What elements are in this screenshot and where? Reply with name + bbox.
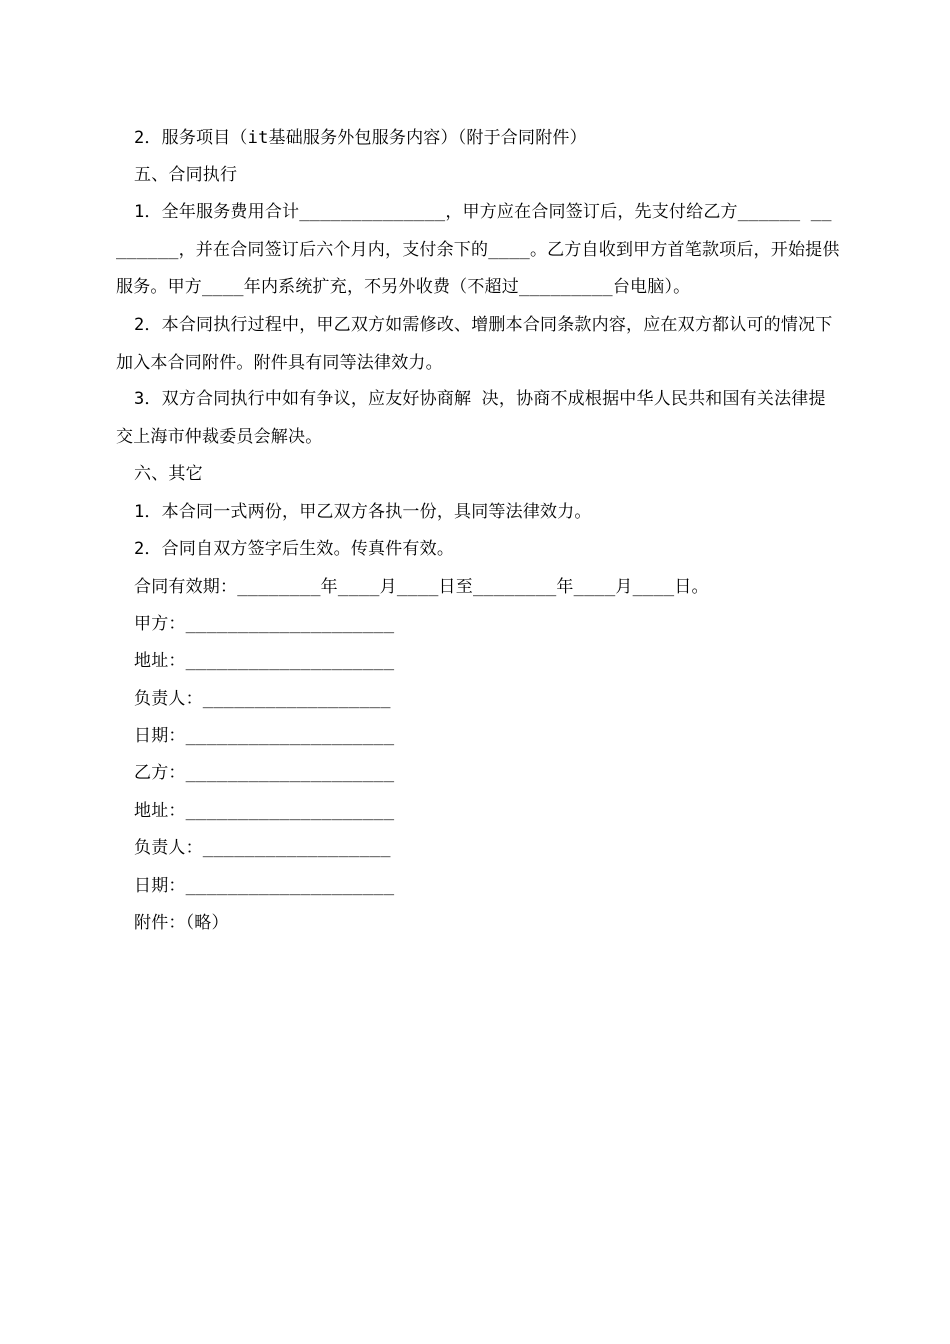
party-a-date-field: 日期：____________________	[134, 726, 395, 746]
service-items-clause: 2．服务项目（it基础服务外包服务内容）（附于合同附件）	[134, 128, 587, 148]
party-b-address-field: 地址：____________________	[134, 801, 395, 821]
party-b-person-field: 负责人：__________________	[134, 838, 391, 858]
amendment-clause: 2．本合同执行过程中，甲乙双方如需修改、增删本合同条款内容，应在双方都认可的情况下加入本合同附件。附件具有同等法律效力。	[116, 315, 833, 373]
validity-period: 合同有效期：________年____月____日至________年____月____日。	[134, 577, 709, 597]
party-b-date-field: 日期：____________________	[134, 876, 395, 896]
effective-clause: 2．合同自双方签字后生效。传真件有效。	[134, 539, 455, 559]
party-a-address-field: 地址：____________________	[134, 651, 395, 671]
party-b-field: 乙方：____________________	[134, 763, 395, 783]
section-5-heading: 五、合同执行	[134, 165, 238, 185]
section-6-heading: 六、其它	[134, 464, 203, 484]
dispute-clause: 3．双方合同执行中如有争议，应友好协商解 决，协商不成根据中华人民共和国有关法律提交上海市仲裁委员会解决。	[116, 389, 826, 447]
copies-clause: 1．本合同一式两份，甲乙双方各执一份，具同等法律效力。	[134, 502, 592, 522]
attachment-note: 附件：（略）	[134, 913, 229, 933]
payment-clause: 1．全年服务费用合计______________，甲方应在合同签订后，先支付给乙方______ ________，并在合同签订后六个月内，支付余下的____。乙方自收到甲方首笔款项后，开始提供服务。甲方____年内系统扩充，不另外收费（不超过_________台电脑）。	[116, 202, 840, 297]
party-a-field: 甲方：____________________	[134, 614, 395, 634]
party-a-person-field: 负责人：__________________	[134, 689, 391, 709]
